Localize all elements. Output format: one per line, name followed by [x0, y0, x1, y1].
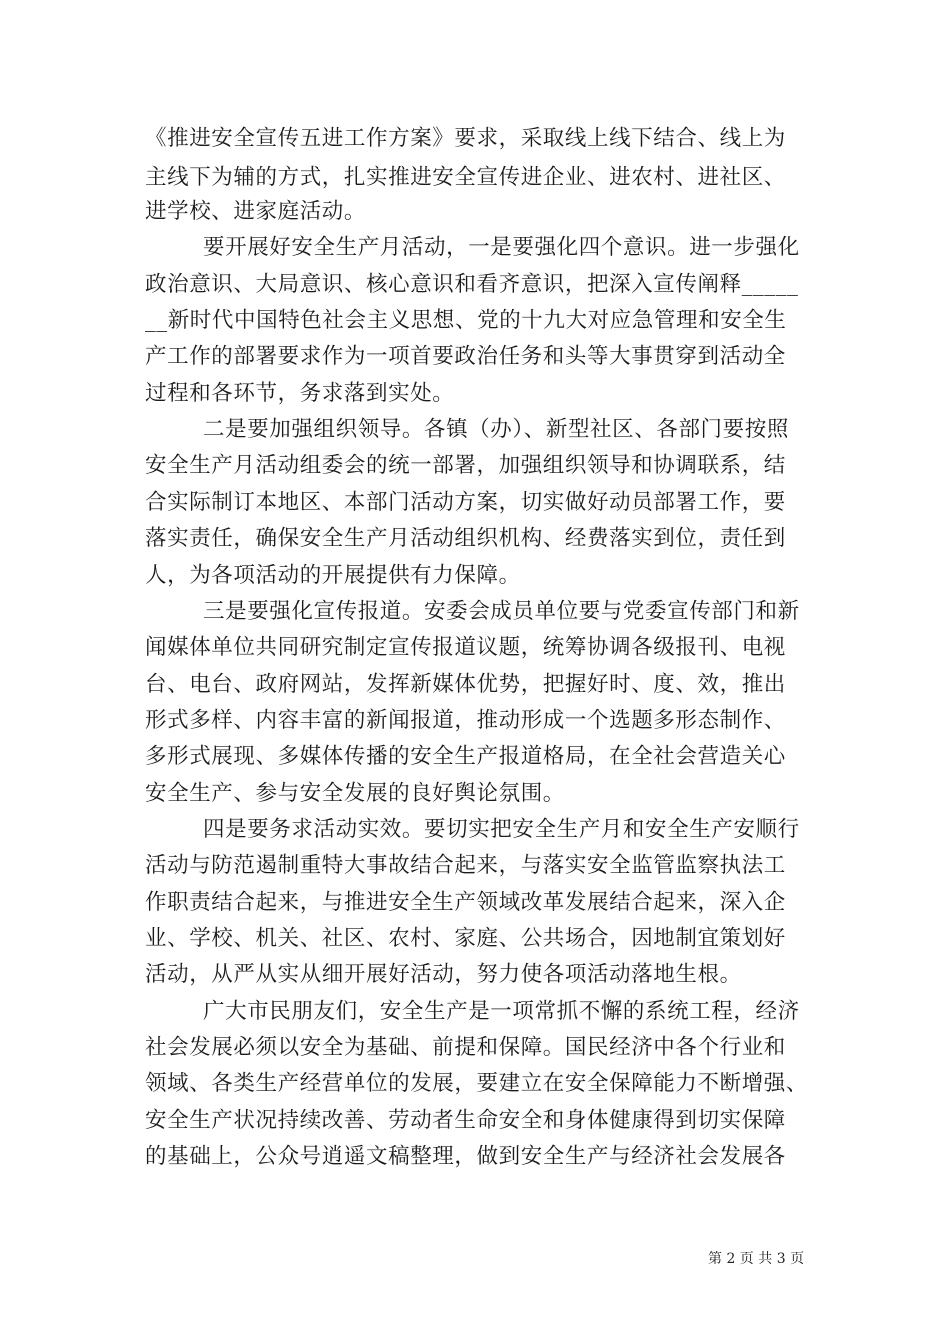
paragraph-first-line: 二是要加强组织领导。各镇（办）、新型社区、各部门要按照 — [203, 417, 789, 442]
text-line: 业、学校、机关、社区、农村、家庭、公共场合，因地制宜策划好 — [145, 926, 786, 951]
text-line: 多形式展现、多媒体传播的安全生产报道格局，在全社会营造关心 — [145, 744, 786, 769]
text-line: 过程和各环节，务求落到实处。 — [145, 381, 455, 406]
text-line: 产工作的部署要求作为一项首要政治任务和头等大事贯穿到活动全 — [145, 344, 786, 369]
text-line: 主线下为辅的方式，扎实推进安全宣传进企业、进农村、进社区、 — [145, 165, 786, 190]
paragraph-first-line: 三是要强化宣传报道。安委会成员单位要与党委宣传部门和新 — [203, 599, 800, 624]
text-line: 闻媒体单位共同研究制定宣传报道议题，统筹协调各级报刊、电视 — [145, 635, 786, 660]
text-line: 作职责结合起来，与推进安全生产领域改革发展结合起来，深入企 — [145, 890, 786, 915]
paragraph-first-line: 要开展好安全生产月活动，一是要强化四个意识。进一步强化 — [203, 235, 800, 260]
text-line: 安全生产状况持续改善、劳动者生命安全和身体健康得到切实保障 — [145, 1108, 786, 1133]
text-line: 安全生产、参与安全发展的良好舆论氛围。 — [145, 781, 565, 806]
text-line: __新时代中国特色社会主义思想、党的十九大对应急管理和安全生 — [145, 308, 787, 333]
text-line: 合实际制订本地区、本部门活动方案，切实做好动员部署工作，要 — [145, 490, 786, 515]
text-line: 安全生产月活动组委会的统一部署，加强组织领导和协调联系，结 — [145, 453, 786, 478]
text-line: 进学校、进家庭活动。 — [145, 199, 367, 224]
text-line: 的基础上，公众号逍遥文稿整理，做到安全生产与经济社会发展各 — [145, 1144, 786, 1169]
text-line: 领域、各类生产经营单位的发展，要建立在安全保障能力不断增强、 — [145, 1071, 809, 1096]
paragraph-first-line: 四是要务求活动实效。要切实把安全生产月和安全生产安顺行 — [203, 817, 800, 842]
text-line: 《推进安全宣传五进工作方案》要求，采取线上线下结合、线上为 — [145, 126, 786, 151]
text-line: 活动与防范遏制重特大事故结合起来，与落实安全监管监察执法工 — [145, 853, 786, 878]
text-line: 台、电台、政府网站，发挥新媒体优势，把握好时、度、效，推出 — [145, 672, 786, 697]
text-line: 活动，从严从实从细开展好活动，努力使各项活动落地生根。 — [145, 962, 742, 987]
paragraph-first-line: 广大市民朋友们，安全生产是一项常抓不懈的系统工程，经济 — [203, 999, 800, 1024]
text-line: 政治意识、大局意识、核心意识和看齐意识，把深入宣传阐释_____ — [145, 272, 799, 297]
text-line: 落实责任，确保安全生产月活动组织机构、经费落实到位，责任到 — [145, 526, 786, 551]
text-line: 形式多样、内容丰富的新闻报道，推动形成一个选题多形态制作、 — [145, 708, 786, 733]
text-line: 人，为各项活动的开展提供有力保障。 — [145, 563, 521, 588]
text-line: 社会发展必须以安全为基础、前提和保障。国民经济中各个行业和 — [145, 1035, 786, 1060]
page-number: 第 2 页 共 3 页 — [708, 1251, 805, 1267]
